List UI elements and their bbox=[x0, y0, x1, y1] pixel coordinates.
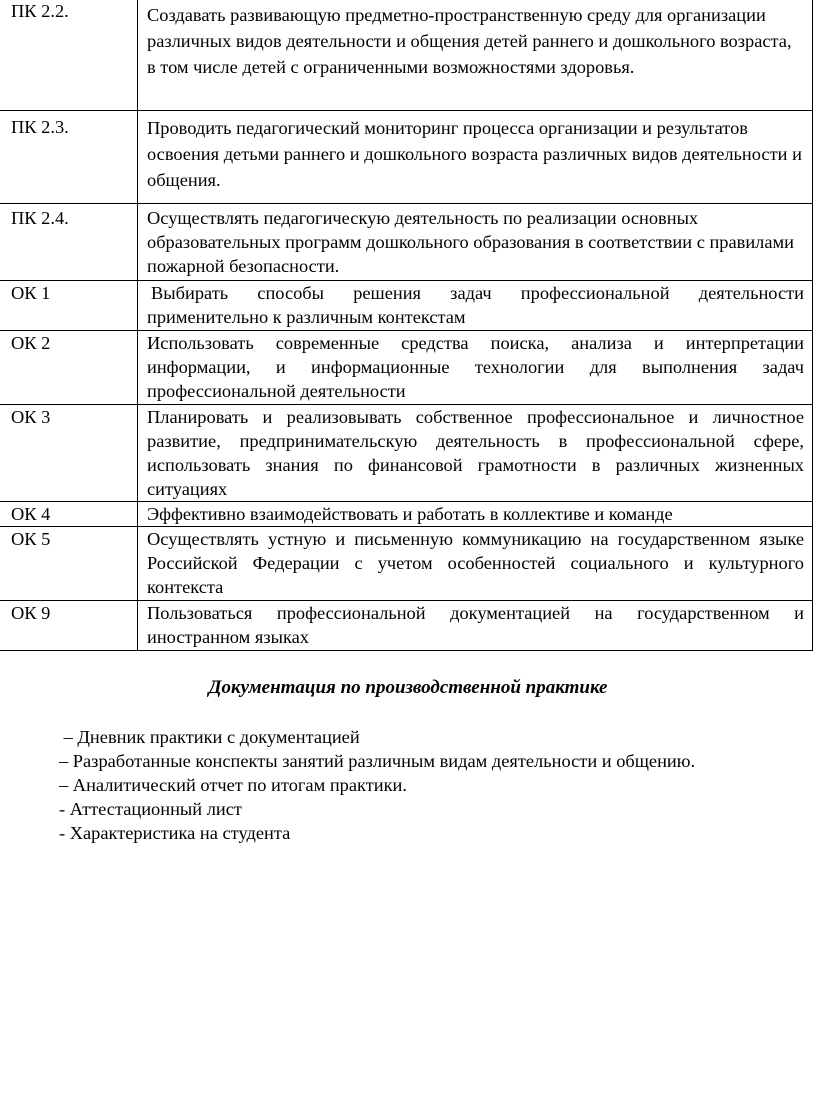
table-row bbox=[0, 527, 813, 601]
documentation-title: Документация по производственной практике bbox=[208, 677, 608, 698]
competency-text: Осуществлять педагогическую деятельность по реализации основных образовательных программ дошкольного образования в соответствии с правилами пожарной безопасности. bbox=[138, 204, 813, 281]
list-item: – Дневник практики с документацией bbox=[59, 727, 360, 747]
table-row bbox=[0, 405, 813, 502]
table-row bbox=[0, 601, 813, 651]
table-row bbox=[0, 0, 813, 111]
table-row bbox=[0, 502, 813, 527]
table-row bbox=[0, 331, 813, 405]
table-row bbox=[0, 111, 813, 204]
competency-code: ОК 3 bbox=[0, 405, 138, 502]
list-item: – Разработанные конспекты занятий различным видам деятельности и общению. bbox=[59, 751, 696, 771]
competency-code: ОК 2 bbox=[0, 331, 138, 405]
competency-code: ПК 2.2. bbox=[0, 0, 138, 111]
competency-code: ОК 9 bbox=[0, 601, 138, 651]
competency-text: Пользоваться профессиональной документацией на государственном и иностранном языках bbox=[138, 601, 813, 651]
table-row bbox=[0, 281, 813, 331]
competency-text: Эффективно взаимодействовать и работать в коллективе и команде bbox=[138, 502, 813, 527]
list-item: - Характеристика на студента bbox=[59, 823, 291, 843]
competency-code: ОК 1 bbox=[0, 281, 138, 331]
table-row bbox=[0, 204, 813, 281]
list-item: – Аналитический отчет по итогам практики. bbox=[59, 775, 407, 795]
documentation-list bbox=[59, 725, 695, 845]
competency-code: ПК 2.3. bbox=[0, 111, 138, 204]
competency-code: ОК 4 bbox=[0, 502, 138, 527]
competency-code: ПК 2.4. bbox=[0, 204, 138, 281]
competency-code: ОК 5 bbox=[0, 527, 138, 601]
competency-text: Создавать развивающую предметно-пространственную среду для организации различных видов деятельности и общения детей раннего и дошкольного возраста, в том числе детей с ограниченными возможностями здоровья. bbox=[138, 0, 813, 111]
competency-text: Проводить педагогический мониторинг процесса организации и результатов освоения детьми раннего и дошкольного возраста различных видов деятельности и общения. bbox=[138, 111, 813, 204]
competency-text: Планировать и реализовывать собственное профессиональное и личностное развитие, предпринимательскую деятельность в профессиональной сфере, использовать знания по финансовой грамотности в различных жизненных ситуациях bbox=[138, 405, 813, 502]
competency-text: Выбирать способы решения задач профессиональной деятельности применительно к различным контекстам bbox=[138, 281, 813, 331]
list-item: - Аттестационный лист bbox=[59, 799, 242, 819]
competency-text: Осуществлять устную и письменную коммуникацию на государственном языке Российской Федерации с учетом особенностей социального и культурного контекста bbox=[138, 527, 813, 601]
competency-text: Использовать современные средства поиска, анализа и интерпретации информации, и информационные технологии для выполнения задач профессиональной деятельности bbox=[138, 331, 813, 405]
